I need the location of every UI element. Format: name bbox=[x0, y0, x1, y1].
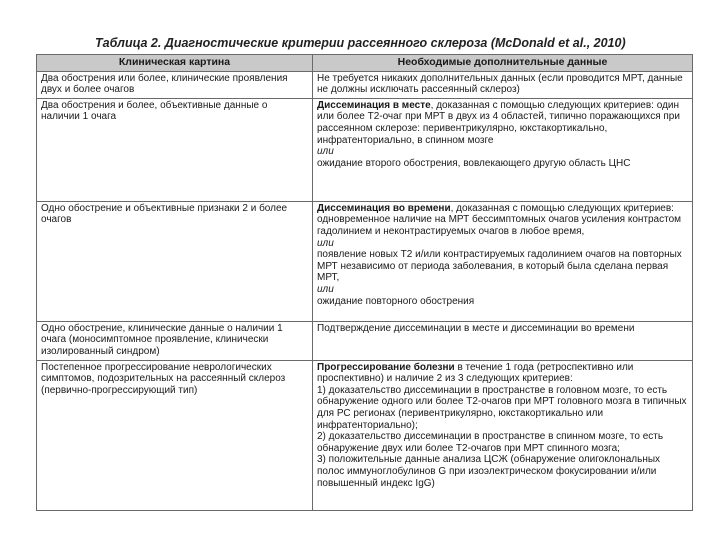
or-separator: или bbox=[317, 146, 334, 158]
criteria-alternative: ожидание повторного обострения bbox=[317, 295, 475, 307]
criteria-heading: Прогрессирование болезни bbox=[317, 361, 455, 373]
clinical-cell: Два обострения и более, объективные данные о наличии 1 очага bbox=[37, 98, 313, 201]
criteria-alternative: появление новых Т2 и/или контрастируемых гадолинием очагов на повторных МРТ независимо от периода заболевания, в который была сделана первая МРТ, bbox=[317, 249, 682, 284]
table-row bbox=[37, 360, 693, 510]
criteria-cell bbox=[313, 98, 693, 201]
clinical-cell: Одно обострение и объективные признаки 2 и более очагов bbox=[37, 201, 313, 321]
header-required-data: Необходимые дополнительные данные bbox=[313, 55, 693, 72]
clinical-cell: Два обострения или более, клинические проявления двух и более очагов bbox=[37, 71, 313, 98]
table-row bbox=[37, 321, 693, 360]
criteria-text: в течение 1 года (ретроспективно или проспективно) и наличие 2 из 3 следующих критериев: bbox=[317, 361, 634, 385]
clinical-cell: Одно обострение, клинические данные о наличии 1 очага (моносимптомное проявление, клинически изолированный синдром) bbox=[37, 321, 313, 360]
criteria-cell bbox=[313, 201, 693, 321]
or-separator: или bbox=[317, 283, 334, 295]
criteria-text: , доказанная с помощью следующих критериев: одновременное наличие на МРТ бессимптомных очагов усиления контрастом гадолинием и неконтрастируемых очагов в любое время, bbox=[317, 202, 682, 237]
criteria-cell: Не требуется никаких дополнительных данных (если проводится МРТ, данные не должны исключать рассеянный склероз) bbox=[313, 71, 693, 98]
criteria-text: , доказанная с помощью следующих критериев: один или более Т2-очаг при МРТ в двух из 4 областей, типично поражающихся при рассеянном склерозе: перивентрикулярно, юкстакортикально, инфратенториально, в спинном мозге bbox=[317, 99, 680, 146]
criteria-cell: Подтверждение диссеминации в месте и диссеминации во времени bbox=[313, 321, 693, 360]
table-row bbox=[37, 201, 693, 321]
criteria-heading: Диссеминация во времени bbox=[317, 202, 451, 214]
table-row bbox=[37, 71, 693, 98]
criteria-item: 3) положительные данные анализа ЦСЖ (обнаружение олигоклональных полос иммуноглобулинов G при изоэлектрическом фокусировании и/или повышенный индекс IgG) bbox=[317, 454, 661, 489]
criteria-heading: Диссеминация в месте bbox=[317, 99, 431, 111]
or-separator: или bbox=[317, 237, 334, 249]
table-header-row bbox=[37, 55, 693, 72]
criteria-alternative: ожидание второго обострения, вовлекающего другую область ЦНС bbox=[317, 157, 631, 169]
table-title: Таблица 2. Диагностические критерии рассеянного склероза (McDonald et al., 2010) bbox=[95, 36, 626, 50]
header-clinical-picture: Клиническая картина bbox=[37, 55, 313, 72]
criteria-item: 1) доказательство диссеминации в пространстве в головном мозге, то есть обнаружение одного или более Т2-очагов при МРТ головного мозга в типичных для РС регионах (перивентрикулярно, юкстакортикально или инфратенториально); bbox=[317, 384, 687, 431]
clinical-cell: Постепенное прогрессирование неврологических симптомов, подозрительных на рассеянный склероз (первично-прогрессирующий тип) bbox=[37, 360, 313, 510]
criteria-cell bbox=[313, 360, 693, 510]
criteria-item: 2) доказательство диссеминации в пространстве в спинном мозге, то есть обнаружение двух или более Т2-очагов при МРТ спинного мозга; bbox=[317, 431, 664, 454]
table-row bbox=[37, 98, 693, 201]
diagnostic-criteria-table bbox=[36, 54, 693, 511]
